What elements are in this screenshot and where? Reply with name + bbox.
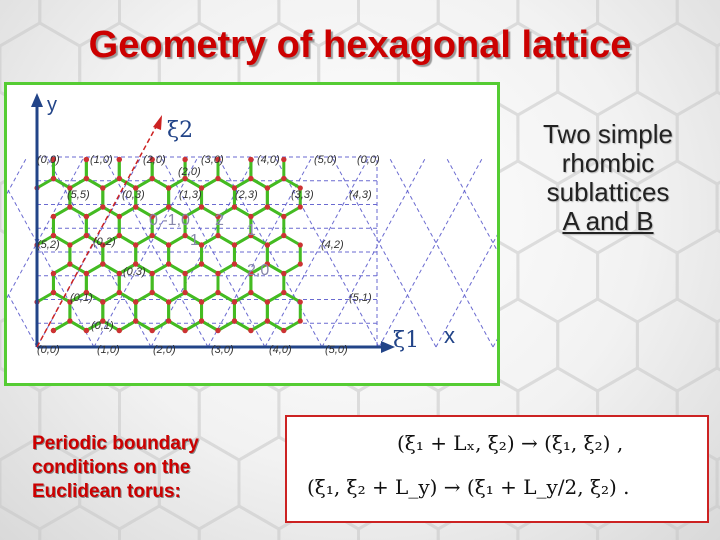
site-label: (0,1) (70, 292, 93, 304)
site-label: (1,0) (97, 344, 120, 356)
site-label: (3,3) (291, 189, 314, 201)
site-label: (5,2) (37, 239, 60, 251)
site-label: (5,5) (67, 189, 90, 201)
site-label: (4,0) (269, 344, 292, 356)
boundary-note-line: Euclidean torus: (32, 481, 181, 502)
vector-label: 0,-1,0 (149, 212, 190, 229)
site-label: (4,3) (349, 189, 372, 201)
axis-label-xi2: ξ2 (167, 118, 194, 143)
sublattice-note-line: A and B (562, 206, 654, 236)
lattice-diagram (7, 85, 497, 383)
site-label: (3,0) (201, 154, 224, 166)
y-axis-arrow-icon (31, 93, 43, 107)
xi2-arrow-icon (153, 115, 162, 130)
equation-1: (ξ₁ + Lₓ, ξ₂) → (ξ₁, ξ₂) , (397, 431, 624, 455)
equation-2: (ξ₁, ξ₂ + L_y) → (ξ₁ + L_y/2, ξ₂) . (307, 475, 630, 499)
lattice-figure (4, 82, 500, 386)
boundary-note-line: Periodic boundary (32, 433, 199, 454)
vector-label: 1 (247, 222, 256, 239)
site-label: (4,0) (257, 154, 280, 166)
site-label: (1,0) (90, 154, 113, 166)
axis-label-x: x (444, 323, 455, 348)
site-label: (5,1) (349, 292, 372, 304)
site-label: (0,3) (123, 266, 146, 278)
site-label: (0,2) (93, 236, 116, 248)
boundary-note-line: conditions on the (32, 457, 191, 478)
boundary-conditions-note (32, 432, 272, 504)
site-label: (5,0) (314, 154, 337, 166)
site-label: (0,0) (357, 154, 380, 166)
site-label: (1,3) (179, 189, 202, 201)
axis-label-y: y (47, 94, 57, 116)
vector-label: 2 (215, 212, 224, 229)
site-label: (0,0) (37, 344, 60, 356)
axis-label-xi1: ξ1 (393, 328, 420, 353)
sublattice-note-line: rhombic (561, 148, 655, 178)
site-label: (2,0) (143, 154, 166, 166)
site-label: (0,1) (91, 320, 114, 332)
site-label: (5,0) (325, 344, 348, 356)
site-label: (2,0) (178, 166, 201, 178)
sublattice-note (508, 120, 708, 236)
site-label: (4,2) (321, 239, 344, 251)
site-label: (0,3) (122, 189, 145, 201)
vector-label: 1 (190, 232, 199, 249)
equation-box (285, 415, 709, 523)
sublattice-note-line: sublattices (546, 177, 670, 207)
site-label: (2,0) (153, 344, 176, 356)
sublattice-note-line: Two simple (542, 119, 674, 149)
site-label: (3,0) (211, 344, 234, 356)
page-title: Geometry of hexagonal lattice (88, 24, 632, 66)
site-label: (2,3) (235, 189, 258, 201)
vector-label: 2,0 (247, 262, 270, 279)
site-label: (0,0) (37, 154, 60, 166)
